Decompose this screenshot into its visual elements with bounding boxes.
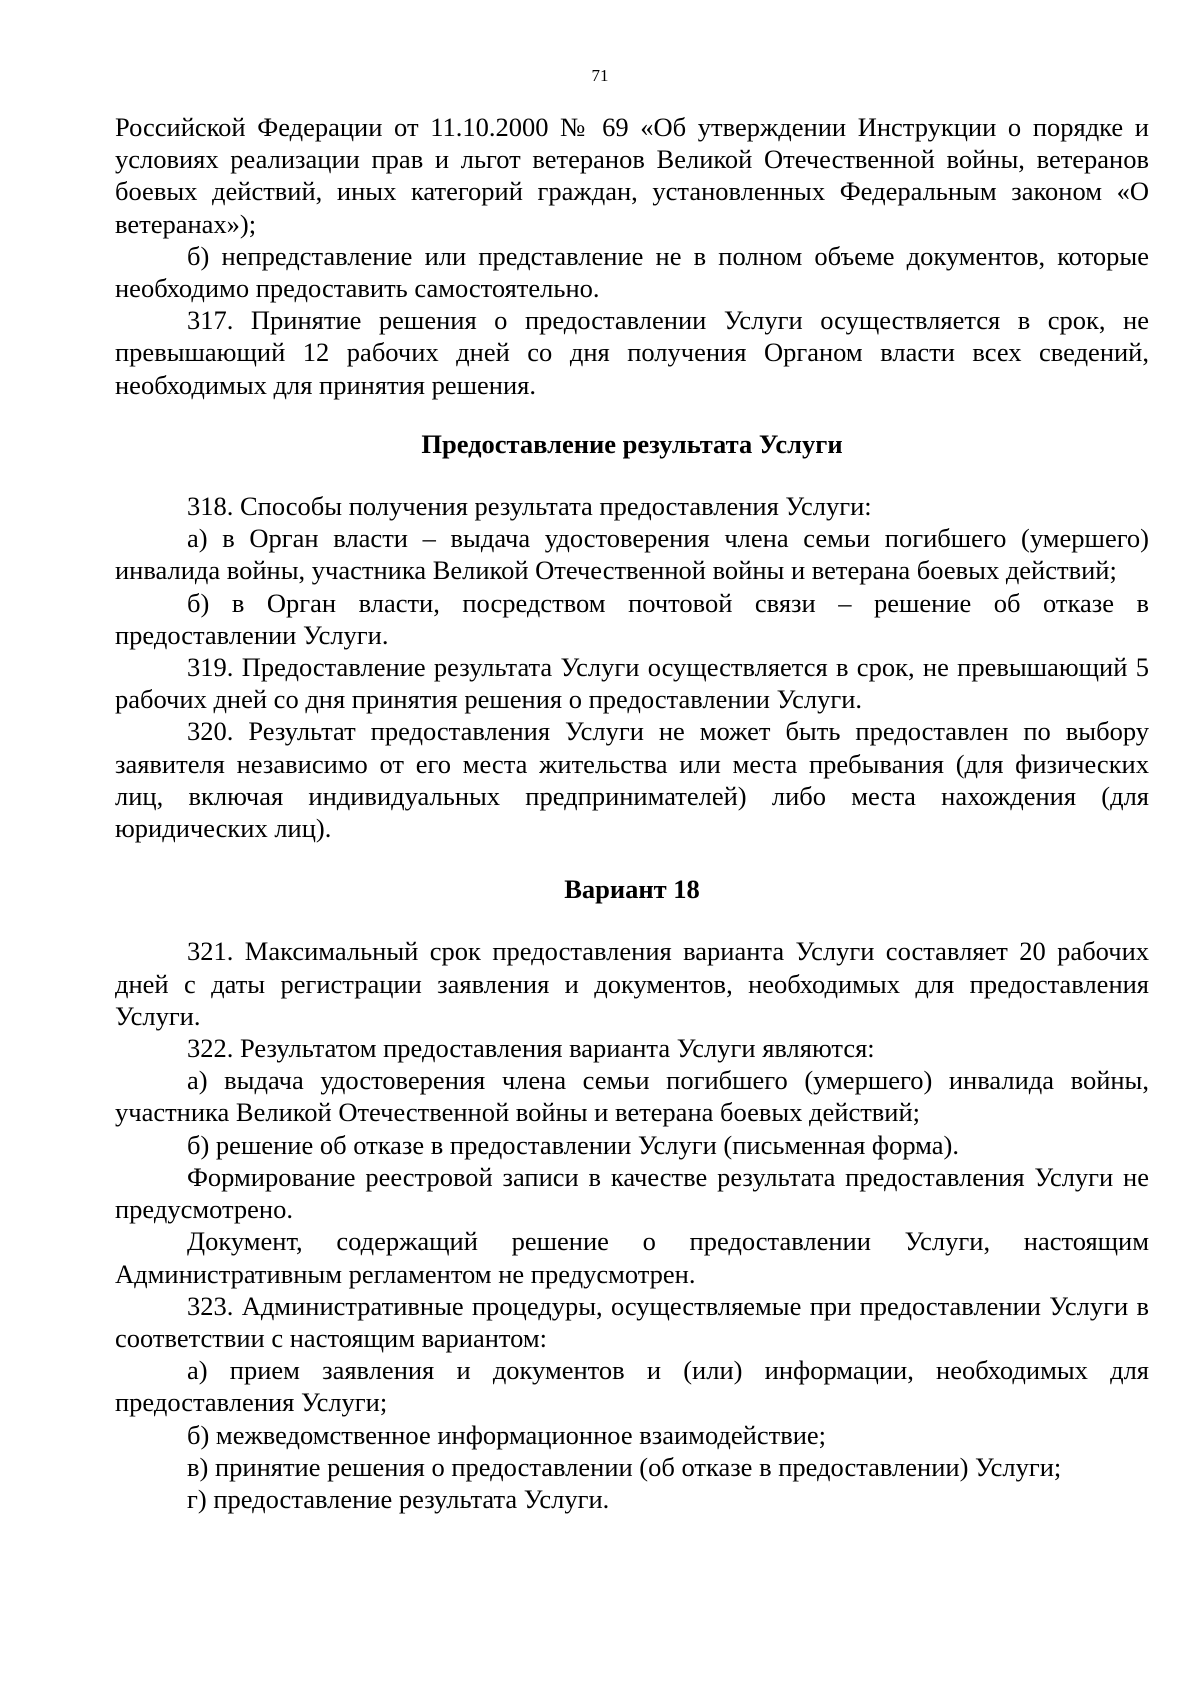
list-item-g: г) предоставление результата Услуги. [187,1483,610,1514]
section-heading-result: Предоставление результата Услуги [421,428,843,459]
list-item-v: в) принятие решения о предоставлении (об отказе в предоставлении) Услуги; [187,1451,1062,1482]
list-item-a: а) прием заявления и документов и (или) информации, необходимых для предоставления Услуги; [115,1355,1149,1418]
section-heading-variant: Вариант 18 [564,874,700,905]
paragraph-317: 317. Принятие решения о предоставлении Услуги осуществляется в срок, не превышающий 12 рабочих дней со дня получения Органом власти всех сведений, необходимых для принятия решения. [115,305,1149,400]
paragraph-decision-document: Документ, содержащий решение о предоставлении Услуги, настоящим Административным регламентом не предусмотрен. [115,1226,1149,1289]
paragraph-318: 318. Способы получения результата предоставления Услуги: [187,491,872,522]
list-item-a: а) выдача удостоверения члена семьи погибшего (умершего) инвалида войны, участника Великой Отечественной войны и ветерана боевых действий; [115,1065,1149,1128]
list-item-b: б) межведомственное информационное взаимодействие; [187,1419,827,1450]
paragraph-319: 319. Предоставление результата Услуги осуществляется в срок, не превышающий 5 рабочих дней со дня принятия решения о предоставлении Услуги. [115,652,1149,715]
list-item-b: б) в Орган власти, посредством почтовой связи – решение об отказе в предоставлении Услуги. [115,587,1149,650]
paragraph-320: 320. Результат предоставления Услуги не может быть предоставлен по выбору заявителя независимо от его места жительства или места пребывания (для физических лиц, включая индивидуальных предпринимателей) либо места нахождения (для юридических лиц). [115,716,1149,844]
paragraph-continuation: Российской Федерации от 11.10.2000 № 69 «Об утверждении Инструкции о порядке и условиях реализации прав и льгот ветеранов Великой Отечественной войны, ветеранов боевых действий, иных категорий граждан, установленных Федеральным законом «О ветеранах»); [115,112,1149,239]
document-body [115,111,1149,1515]
page-number: 71 [591,66,609,85]
list-item-a: а) в Орган власти – выдача удостоверения члена семьи погибшего (умершего) инвалида войны, участника Великой Отечественной войны и ветерана боевых действий; [115,523,1149,586]
paragraph-registry-record: Формирование реестровой записи в качестве результата предоставления Услуги не предусмотрено. [115,1161,1149,1225]
paragraph-322: 322. Результатом предоставления варианта Услуги являются: [187,1033,875,1064]
paragraph-321: 321. Максимальный срок предоставления варианта Услуги составляет 20 рабочих дней с даты регистрации заявления и документов, необходимых для предоставления Услуги. [115,936,1149,1031]
list-item-b: б) решение об отказе в предоставлении Услуги (письменная форма). [187,1129,959,1160]
paragraph-323: 323. Административные процедуры, осуществляемые при предоставлении Услуги в соответствии с настоящим вариантом: [115,1290,1149,1353]
list-item-b: б) непредставление или представление не в полном объеме документов, которые необходимо предоставить самостоятельно. [115,240,1149,304]
